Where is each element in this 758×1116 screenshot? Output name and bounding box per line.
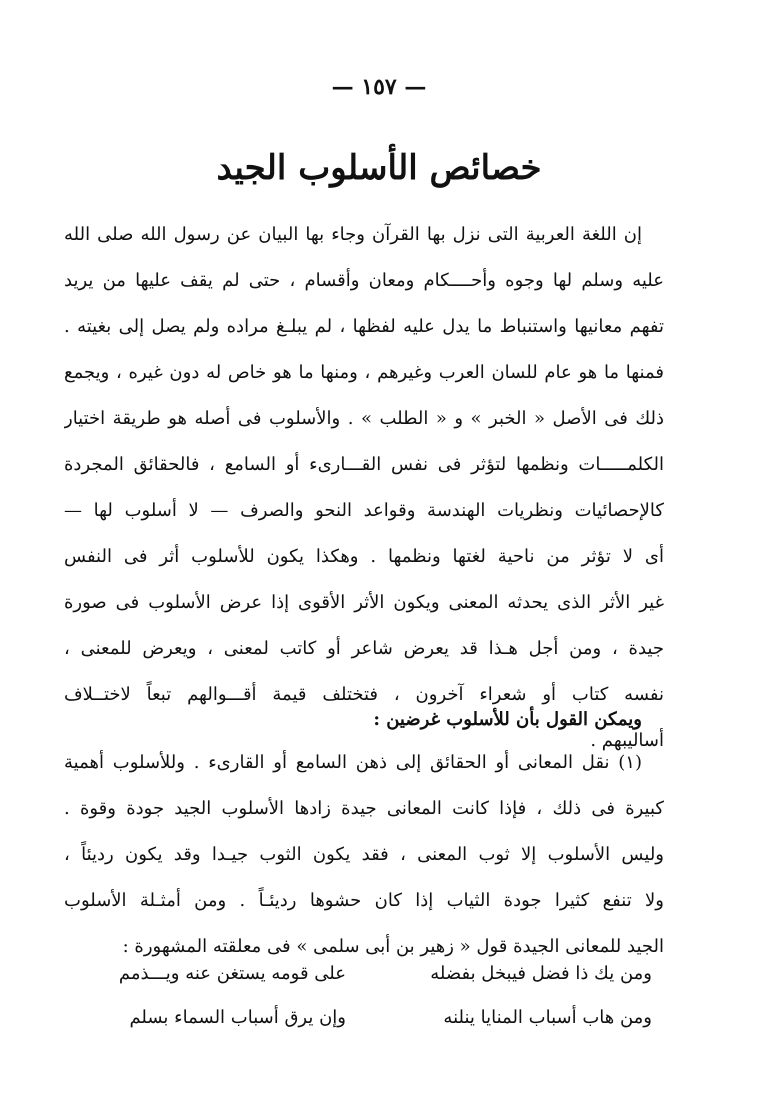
text-line: ولا تنفع كثيرا جودة الثياب إذا كان حشوها رديئـاً . ومن أمثـلة الأسلوب bbox=[64, 890, 664, 911]
text-line: عليه وسلم لها وجوه وأحــــكام ومعان وأقسام ، حتى لم يقف عليها من يريد bbox=[64, 270, 664, 291]
poem-verse bbox=[64, 996, 664, 1040]
text-line: ذلك فى الأصل « الخبر » و « الطلب » . والأسلوب فى أصله هو طريقة اختيار bbox=[64, 408, 664, 429]
text-line: أساليبهم . bbox=[590, 730, 664, 751]
verse-second-hemistich: وإن يرق أسباب السماء بسلم bbox=[129, 1007, 346, 1028]
text-line: كالإحصائيات ونظريات الهندسة وقواعد النحو والصرف — لا أسلوب لها — bbox=[64, 500, 664, 521]
text-line: الكلمـــــات ونظمها لتؤثر فى نفس القـــارىء أو السامع ، فالحقائق المجردة bbox=[64, 454, 664, 475]
text-line: وليس الأسلوب إلا ثوب المعنى ، فقد يكون الثوب جيـدا وقد يكون رديئاً ، bbox=[64, 844, 664, 865]
verse-first-hemistich: ومن هاب أسباب المنايا ينلنه bbox=[443, 1007, 652, 1028]
text-line: نفسه كتاب أو شعراء آخرون ، فتختلف قيمة أقـــوالهم تبعاً لاختــلاف bbox=[64, 684, 664, 705]
verse-second-hemistich: على قومه يستغن عنه ويـــذمم bbox=[118, 963, 346, 984]
text-line: (١) نقل المعانى أو الحقائق إلى ذهن السامع أو القارىء . وللأسلوب أهمية bbox=[64, 752, 642, 773]
text-line: غير الأثر الذى يحدثه المعنى ويكون الأثر الأقوى إذا عرض الأسلوب فى صورة bbox=[64, 592, 664, 613]
paragraph-1 bbox=[64, 212, 664, 764]
text-line: أى لا تؤثر من ناحية لغتها ونظمها . وهكذا يكون للأسلوب أثر فى النفس bbox=[64, 546, 664, 567]
verse-first-hemistich: ومن يك ذا فضل فيبخل بفضله bbox=[430, 963, 652, 984]
page-number: — ١٥٧ — bbox=[331, 74, 427, 100]
text-line: فمنها ما هو عام للسان العرب وغيرهم ، ومنها ما هو خاص له دون غيره ، ويجمع bbox=[64, 362, 664, 383]
text-line: إن اللغة العربية التى نزل بها القرآن وجاء بها البيان عن رسول الله صلى الله bbox=[64, 224, 642, 245]
text-line: جيدة ، ومن أجل هـذا قد يعرض شاعر أو كاتب لمعنى ، ويعرض للمعنى ، bbox=[64, 638, 664, 659]
text-line: تفهم معانيها واستنباط ما يدل عليه لفظها ، لم يبلـغ مراده ولم يصل إلى بغيته . bbox=[64, 316, 664, 337]
text-line: الجيد للمعانى الجيدة قول « زهير بن أبى سلمى » فى معلقته المشهورة : bbox=[122, 936, 664, 957]
chapter-title: خصائص الأسلوب الجيد bbox=[216, 148, 542, 188]
section-subheading: ويمكن القول بأن للأسلوب غرضين : bbox=[373, 709, 642, 730]
text-line: كبيرة فى ذلك ، فإذا كانت المعانى جيدة زادها الأسلوب الجيد جودة وقوة . bbox=[64, 798, 664, 819]
poem-verses bbox=[64, 952, 664, 1040]
paragraph-2 bbox=[64, 740, 664, 970]
poem-verse bbox=[64, 952, 664, 996]
